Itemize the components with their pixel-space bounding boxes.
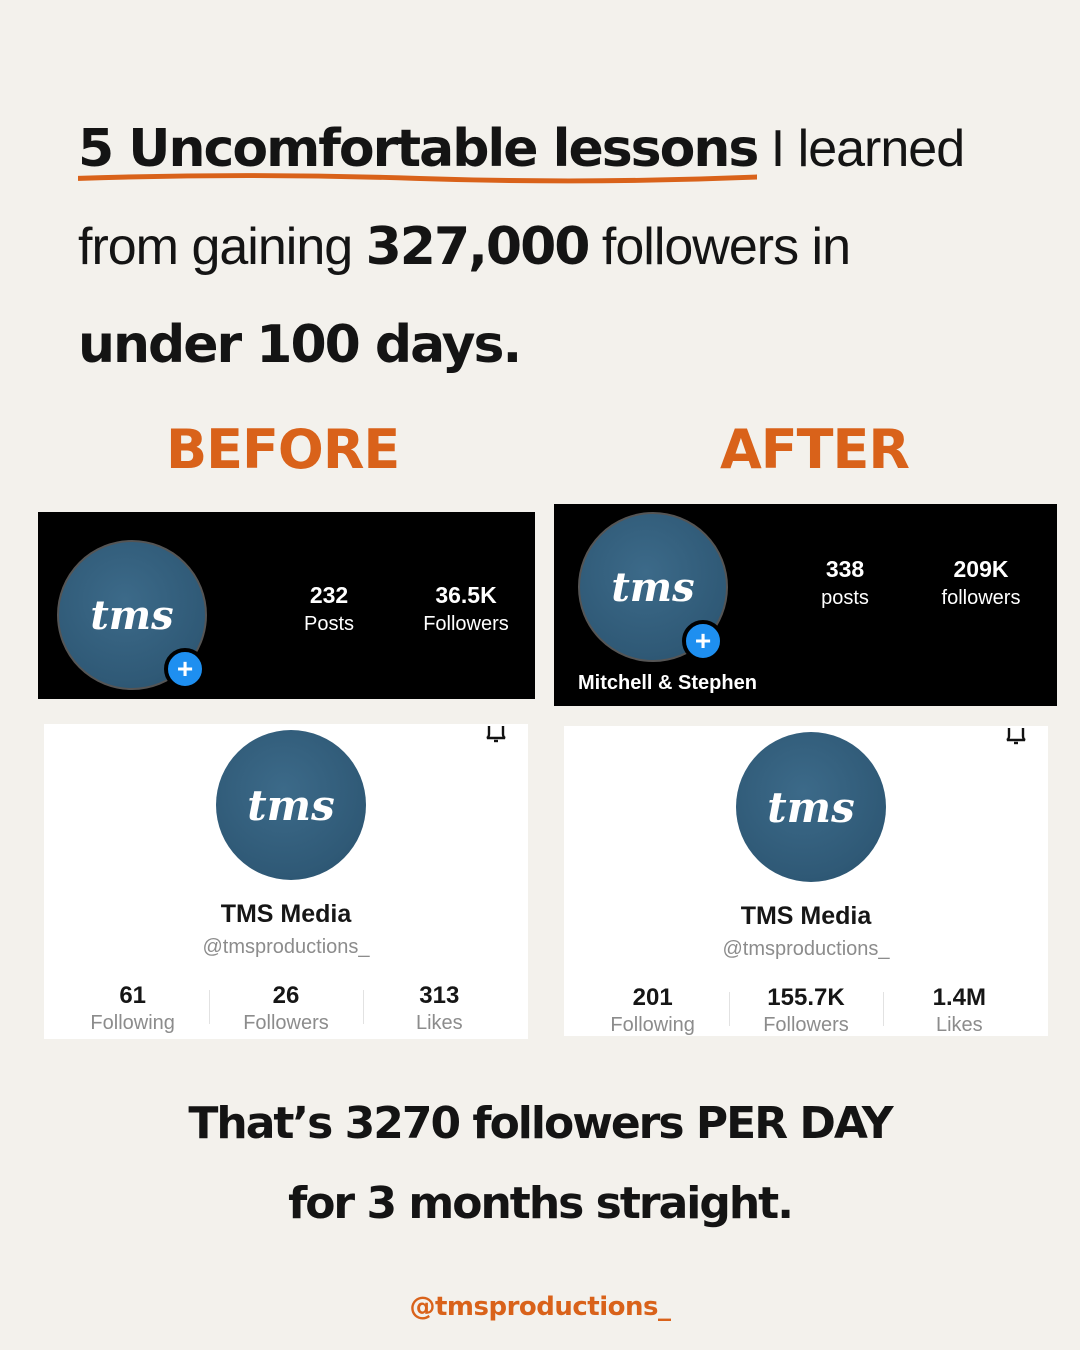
headline-timeframe: under 100 days.	[78, 315, 521, 375]
headline-underlined-phrase	[78, 100, 757, 198]
followers-stat[interactable]	[209, 982, 362, 1035]
followers-count: 36.5K	[435, 582, 497, 608]
followers-count: 209K	[953, 556, 1009, 582]
stat-label: Likes	[415, 1012, 463, 1034]
stat-label: Followers	[763, 1014, 849, 1036]
followers-stat[interactable]	[729, 984, 882, 1037]
stat-label: Likes	[935, 1014, 983, 1036]
likes-stat[interactable]	[363, 982, 516, 1035]
headline-line-3	[78, 296, 1038, 394]
posts-stat[interactable]	[780, 556, 910, 610]
profile-name: TMS Media	[740, 902, 872, 930]
stat-value: 26	[272, 982, 300, 1009]
stat-value: 155.7K	[767, 984, 845, 1011]
profile-stats	[576, 984, 1036, 1037]
summary-line-2: for 3 months straight.	[288, 1178, 792, 1229]
posts-stat[interactable]	[264, 582, 394, 636]
after-instagram-profile	[554, 504, 1057, 706]
stat-label: Following	[90, 1012, 175, 1034]
plus-icon[interactable]: +	[164, 648, 206, 690]
headline-line-2	[78, 198, 1038, 296]
avatar[interactable]: tms	[57, 540, 207, 690]
after-label: AFTER	[720, 418, 909, 481]
stat-value: 1.4M	[932, 984, 986, 1011]
bell-icon[interactable]	[484, 720, 508, 744]
profile-name: TMS Media	[220, 900, 352, 928]
profile-name: Mitchell & Stephen	[578, 672, 757, 694]
following-stat[interactable]	[576, 984, 729, 1037]
before-instagram-profile	[38, 512, 535, 699]
avatar[interactable]: tms	[578, 512, 728, 662]
underline-stroke	[78, 170, 757, 184]
before-label: BEFORE	[166, 418, 400, 481]
profile-handle: @tmsproductions_	[722, 938, 890, 960]
before-tiktok-profile	[44, 724, 528, 1039]
followers-stat[interactable]	[916, 556, 1046, 610]
followers-stat[interactable]	[401, 582, 531, 636]
stat-label: Followers	[243, 1012, 329, 1034]
profile-handle: @tmsproductions_	[202, 936, 370, 958]
posts-label: Posts	[303, 613, 355, 635]
headline-text: followers in	[588, 218, 851, 276]
headline-follower-count: 327,000	[365, 217, 589, 277]
headline	[78, 100, 1038, 394]
posts-label: posts	[821, 587, 869, 609]
followers-label: followers	[941, 587, 1021, 609]
avatar[interactable]: tms	[736, 732, 886, 882]
stat-value: 313	[419, 982, 460, 1009]
posts-count: 338	[825, 556, 865, 582]
plus-icon[interactable]: +	[682, 620, 724, 662]
avatar[interactable]: tms	[216, 730, 366, 880]
likes-stat[interactable]	[883, 984, 1036, 1037]
headline-text: I learned	[757, 120, 965, 178]
profile-stats	[56, 982, 516, 1035]
headline-bold-phrase: 5 Uncomfortable lessons	[78, 119, 758, 179]
summary-line-1: That’s 3270 followers PER DAY	[188, 1098, 892, 1149]
stat-value: 61	[119, 982, 147, 1009]
after-tiktok-profile	[564, 726, 1048, 1036]
following-stat[interactable]	[56, 982, 209, 1035]
stat-value: 201	[632, 984, 673, 1011]
stat-label: Following	[610, 1014, 695, 1036]
posts-count: 232	[309, 582, 349, 608]
headline-text: from gaining	[78, 218, 366, 276]
headline-line-1	[78, 100, 1038, 198]
followers-label: Followers	[423, 613, 509, 635]
footer-handle[interactable]: @tmsproductions_	[409, 1292, 671, 1322]
bell-icon[interactable]	[1004, 722, 1028, 746]
